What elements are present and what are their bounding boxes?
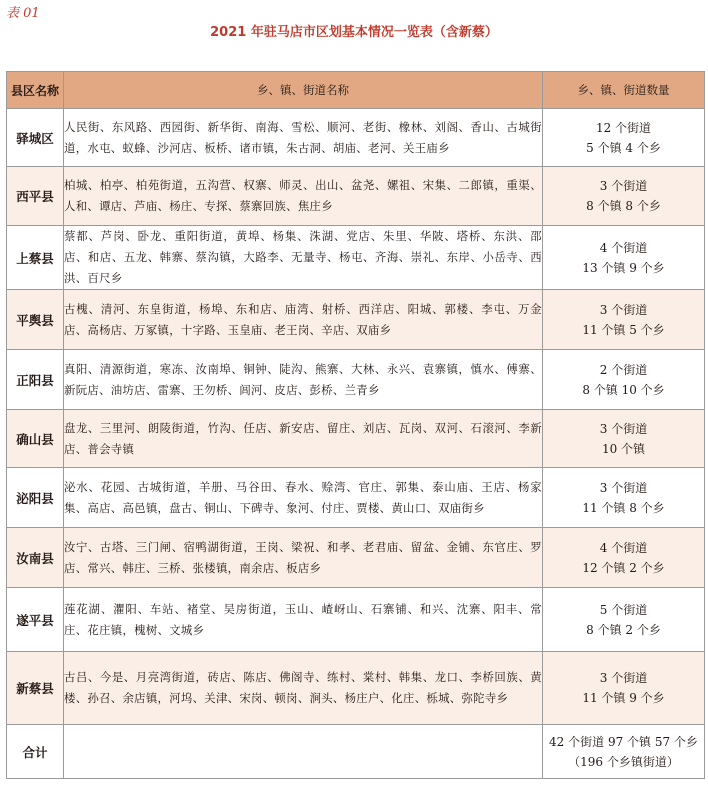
- table-row: [7, 468, 705, 528]
- street-count: 3 个街道: [599, 421, 648, 436]
- town-count: [543, 652, 705, 725]
- town-names: 真阳、清源街道，寒冻、汝南埠、铜钟、陡沟、熊寨、大林、永兴、袁寨镇，慎水、傅寨、新阮店、油坊店、雷寨、王勿桥、闾河、皮店、彭桥、兰青乡: [64, 350, 543, 410]
- table-title: 2021 年驻马店市区划基本情况一览表（含新蔡）: [210, 25, 498, 40]
- town-count: [543, 528, 705, 588]
- town-names: 盘龙、三里河、朗陵街道，竹沟、任店、新安店、留庄、刘店、瓦岗、双河、石滚河、李新店、普会寺镇: [64, 410, 543, 468]
- town-township-count: 5 个镇 4 个乡: [586, 140, 661, 155]
- county-name: 汝南县: [7, 528, 64, 588]
- town-count: [543, 290, 705, 350]
- table-row: [7, 410, 705, 468]
- street-count: 2 个街道: [599, 362, 648, 377]
- town-township-count: 11 个镇 8 个乡: [582, 500, 665, 515]
- header-names: 乡、镇、街道名称: [64, 72, 543, 109]
- town-township-count: 8 个镇 8 个乡: [586, 199, 661, 213]
- district-table: [6, 71, 705, 779]
- town-names: 莲花湖、灈阳、车站、褚堂、吴房街道，玉山、嵖岈山、石寨铺、和兴、沈寨、阳丰、常庄、花庄镇，槐树、文城乡: [64, 588, 543, 652]
- town-count: [543, 350, 705, 410]
- table-header-row: [7, 72, 705, 109]
- street-count: 3 个街道: [599, 179, 648, 193]
- town-count: [543, 226, 705, 290]
- town-names: 汝宁、古塔、三门闸、宿鸭湖街道，王岗、梁祝、和孝、老君庙、留盆、金铺、东官庄、罗店、常兴、韩庄、三桥、张楼镇，南余店、板店乡: [64, 528, 543, 588]
- county-name: 西平县: [7, 167, 64, 226]
- county-name: 平舆县: [7, 290, 64, 350]
- town-names: 柏城、柏亭、柏苑街道，五沟营、权寨、师灵、出山、盆尧、嫘祖、宋集、二郎镇，重渠、人和、谭店、芦庙、杨庄、专探、蔡寨回族、焦庄乡: [64, 167, 543, 226]
- town-township-count: 13 个镇 9 个乡: [582, 260, 665, 275]
- header-county: 县区名称: [7, 72, 64, 109]
- town-township-count: 11 个镇 5 个乡: [582, 322, 665, 337]
- county-name: 上蔡县: [7, 226, 64, 290]
- county-name: 遂平县: [7, 588, 64, 652]
- street-count: 4 个街道: [599, 240, 648, 255]
- table-row: [7, 167, 705, 226]
- town-names: 泌水、花园、古城街道，羊册、马谷田、春水、赊湾、官庄、郭集、泰山庙、王店、杨家集、高店、高邑镇，盘古、铜山、下碑寺、象河、付庄、贾楼、黄山口、双庙街乡: [64, 468, 543, 528]
- town-township-count: 8 个镇 2 个乡: [586, 622, 661, 637]
- street-count: 3 个街道: [599, 480, 648, 495]
- table-row: [7, 528, 705, 588]
- table-row: [7, 652, 705, 725]
- town-count: [543, 588, 705, 652]
- table-row: [7, 588, 705, 652]
- table-number-label: 表 01: [6, 6, 40, 21]
- county-name: 确山县: [7, 410, 64, 468]
- street-count: 3 个街道: [599, 671, 648, 685]
- street-count: 5 个街道: [599, 602, 648, 617]
- total-names-empty: [64, 725, 543, 779]
- town-count: [543, 468, 705, 528]
- county-name: 新蔡县: [7, 652, 64, 725]
- county-name: 正阳县: [7, 350, 64, 410]
- table-row: [7, 350, 705, 410]
- town-township-count: 8 个镇 10 个乡: [582, 382, 665, 397]
- table-row: [7, 226, 705, 290]
- town-township-count: 10 个镇: [601, 441, 646, 456]
- header-count: 乡、镇、街道数量: [543, 72, 705, 109]
- total-count-line2: （196 个乡镇街道）: [568, 754, 679, 769]
- town-count: [543, 410, 705, 468]
- town-names: 古吕、今是、月亮湾街道，砖店、陈店、佛阁寺、练村、棠村、韩集、龙口、李桥回族、黄楼、孙召、余店镇，河坞、关津、宋岗、顿岗、涧头、杨庄户、化庄、栎城、弥陀寺乡: [64, 652, 543, 725]
- county-name: 驿城区: [7, 109, 64, 167]
- total-row: [7, 725, 705, 779]
- total-count: [543, 725, 705, 779]
- town-names: 人民街、东风路、西园街、新华街、南海、雪松、顺河、老街、橡林、刘阁、香山、古城街道，水屯、蚁蜂、沙河店、板桥、诸市镇，朱古洞、胡庙、老河、关王庙乡: [64, 109, 543, 167]
- town-names: 蔡都、芦岗、卧龙、重阳街道，黄埠、杨集、洙湖、党店、朱里、华陂、塔桥、东洪、邵店、和店、五龙、韩寨、蔡沟镇，大路李、无量寺、杨屯、齐海、崇礼、东岸、小岳寺、西洪、百尺乡: [64, 226, 543, 290]
- street-count: 4 个街道: [599, 540, 648, 555]
- table-row: [7, 290, 705, 350]
- total-label: 合计: [7, 725, 64, 779]
- street-count: 12 个街道: [595, 120, 652, 135]
- table-row: [7, 109, 705, 167]
- county-name: 泌阳县: [7, 468, 64, 528]
- total-count-line1: 42 个街道 97 个镇 57 个乡: [549, 734, 698, 749]
- street-count: 3 个街道: [599, 302, 648, 317]
- town-names: 古槐、清河、东皇街道，杨埠、东和店、庙湾、射桥、西洋店、阳城、郭楼、李屯、万金店、高杨店、万冢镇，十字路、玉皇庙、老王岗、辛店、双庙乡: [64, 290, 543, 350]
- town-township-count: 11 个镇 9 个乡: [582, 691, 665, 705]
- town-count: [543, 167, 705, 226]
- town-township-count: 12 个镇 2 个乡: [582, 560, 665, 575]
- town-count: [543, 109, 705, 167]
